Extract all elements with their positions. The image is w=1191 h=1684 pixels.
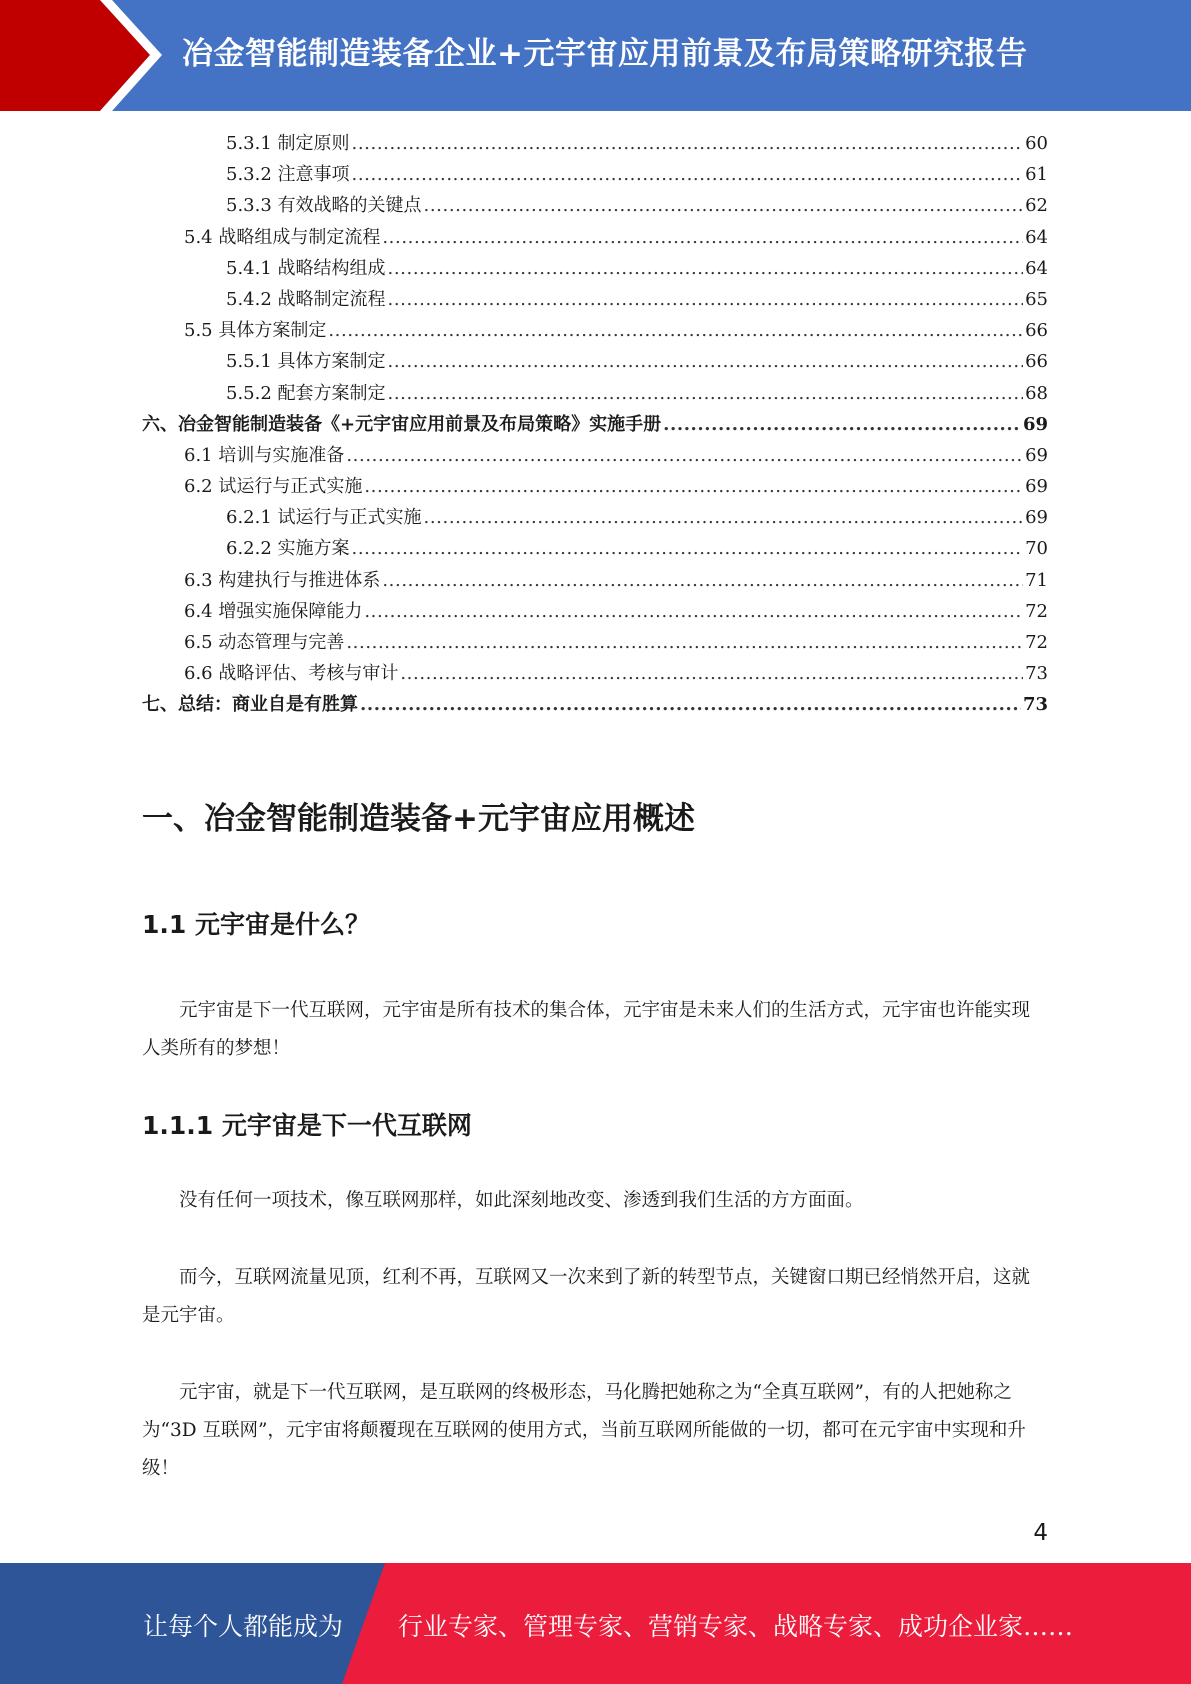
toc-entry[interactable]: [142, 409, 1048, 440]
toc-entry-page: 69: [1022, 413, 1048, 435]
toc-entry-label: 6.2 试运行与正式实施: [184, 476, 363, 498]
toc-entry-page: 69: [1025, 444, 1048, 466]
toc-leader-dots: [352, 128, 1024, 159]
paragraph: 而今，互联网流量见顶，红利不再，互联网又一次来到了新的转型节点，关键窗口期已经悄然开启，这就是元宇宙。: [142, 1267, 1031, 1326]
toc-entry-page: 61: [1025, 164, 1048, 186]
toc-entry-page: 62: [1025, 195, 1048, 217]
footer-slogan-right: 行业专家、管理专家、营销专家、战略专家、成功企业家……: [398, 1612, 1074, 1641]
toc-entry-label: 5.4.2 战略制定流程: [226, 288, 386, 310]
toc-entry-label: 5.3.1 制定原则: [226, 133, 350, 154]
toc-leader-dots: [360, 689, 1021, 720]
toc-leader-dots: [364, 596, 1023, 627]
toc-leader-dots: [352, 533, 1024, 564]
toc-leader-dots: [346, 627, 1023, 658]
toc-entry[interactable]: [142, 253, 1048, 284]
toc-leader-dots: [364, 471, 1023, 502]
toc-entry-label: 6.2.2 实施方案: [226, 538, 350, 560]
toc-entry-label: 6.1 培训与实施准备: [184, 444, 345, 466]
section-heading-1-1-1: 1.1.1 元宇宙是下一代互联网: [142, 1111, 472, 1140]
paragraph: 元宇宙是下一代互联网，元宇宙是所有技术的集合体，元宇宙是未来人们的生活方式，元宇宙也许能实现人类所有的梦想！: [142, 1000, 1031, 1059]
toc-entry[interactable]: [142, 596, 1048, 627]
toc-leader-dots: [352, 159, 1024, 190]
toc-entry-page: 71: [1025, 569, 1048, 591]
toc-entry-label: 6.2.1 试运行与正式实施: [226, 507, 422, 529]
toc-entry[interactable]: [142, 533, 1048, 564]
page-footer: [0, 1563, 1191, 1684]
table-of-contents: [142, 128, 1048, 721]
toc-entry-label: 七、总结：商业自是有胜算: [142, 694, 358, 716]
chapter-heading: 一、冶金智能制造装备+元宇宙应用概述: [142, 801, 695, 837]
footer-slogan-left: 让每个人都能成为: [143, 1612, 344, 1641]
toc-leader-dots: [388, 346, 1024, 377]
toc-entry-page: 65: [1025, 288, 1048, 310]
toc-leader-dots: [663, 409, 1021, 440]
toc-entry[interactable]: [142, 190, 1048, 221]
toc-entry[interactable]: [142, 222, 1048, 253]
toc-entry[interactable]: [142, 471, 1048, 502]
toc-entry-page: 66: [1025, 320, 1048, 342]
toc-entry-label: 5.5.2 配套方案制定: [226, 382, 386, 404]
toc-entry-label: 5.4.1 战略结构组成: [226, 257, 386, 279]
toc-entry-page: 66: [1025, 351, 1048, 373]
toc-entry-page: 69: [1025, 507, 1048, 529]
toc-entry-page: 64: [1025, 257, 1048, 279]
toc-entry-page: 64: [1025, 226, 1048, 248]
header-title: 冶金智能制造装备企业+元宇宙应用前景及布局策略研究报告: [182, 36, 1028, 72]
toc-entry-label: 6.4 增强实施保障能力: [184, 600, 363, 622]
toc-leader-dots: [346, 440, 1023, 471]
toc-entry[interactable]: [142, 284, 1048, 315]
toc-entry-page: 72: [1025, 600, 1048, 622]
toc-entry-label: 6.3 构建执行与推进体系: [184, 569, 381, 591]
toc-entry-page: 72: [1025, 632, 1048, 653]
toc-entry-label: 6.5 动态管理与完善: [184, 632, 345, 653]
paragraph: 元宇宙，就是下一代互联网，是互联网的终极形态，马化腾把她称之为“全真互联网”，有的人把她称之为“3D 互联网”，元宇宙将颠覆现在互联网的使用方式，当前互联网所能做的一切，都可在元宇宙中实现和升级！: [142, 1382, 1026, 1479]
toc-entry[interactable]: [142, 128, 1048, 159]
toc-entry-label: 5.3.2 注意事项: [226, 164, 350, 186]
toc-entry[interactable]: [142, 565, 1048, 596]
toc-leader-dots: [388, 284, 1024, 315]
toc-entry-page: 73: [1022, 694, 1048, 716]
toc-leader-dots: [388, 378, 1024, 409]
toc-leader-dots: [328, 315, 1023, 346]
toc-entry-label: 5.4 战略组成与制定流程: [184, 226, 381, 248]
section-heading-1-1: 1.1 元宇宙是什么？: [142, 910, 370, 939]
toc-leader-dots: [400, 658, 1023, 689]
toc-entry-page: 73: [1025, 663, 1048, 685]
toc-entry[interactable]: [142, 502, 1048, 533]
toc-entry[interactable]: [142, 159, 1048, 190]
toc-entry[interactable]: [142, 346, 1048, 377]
toc-entry[interactable]: [142, 378, 1048, 409]
toc-leader-dots: [382, 565, 1023, 596]
toc-leader-dots: [382, 222, 1023, 253]
paragraph: 没有任何一项技术，像互联网那样，如此深刻地改变、渗透到我们生活的方方面面。: [179, 1190, 864, 1211]
toc-entry-label: 六、冶金智能制造装备《+元宇宙应用前景及布局策略》实施手册: [142, 413, 662, 435]
page-header: [0, 0, 1191, 111]
toc-leader-dots: [424, 190, 1024, 221]
toc-entry[interactable]: [142, 315, 1048, 346]
toc-entry-label: 5.3.3 有效战略的关键点: [226, 195, 422, 217]
toc-leader-dots: [388, 253, 1024, 284]
toc-entry-label: 6.6 战略评估、考核与审计: [184, 663, 399, 685]
toc-entry-page: 60: [1025, 133, 1048, 154]
toc-entry[interactable]: [142, 689, 1048, 720]
toc-entry-label: 5.5.1 具体方案制定: [226, 351, 386, 373]
toc-entry[interactable]: [142, 627, 1048, 658]
toc-entry-page: 70: [1025, 538, 1048, 560]
toc-entry-label: 5.5 具体方案制定: [184, 320, 327, 342]
toc-leader-dots: [424, 502, 1024, 533]
page-number: 4: [1033, 1520, 1048, 1546]
toc-entry-page: 69: [1025, 476, 1048, 498]
toc-entry[interactable]: [142, 440, 1048, 471]
toc-entry-page: 68: [1025, 382, 1048, 404]
toc-entry[interactable]: [142, 658, 1048, 689]
